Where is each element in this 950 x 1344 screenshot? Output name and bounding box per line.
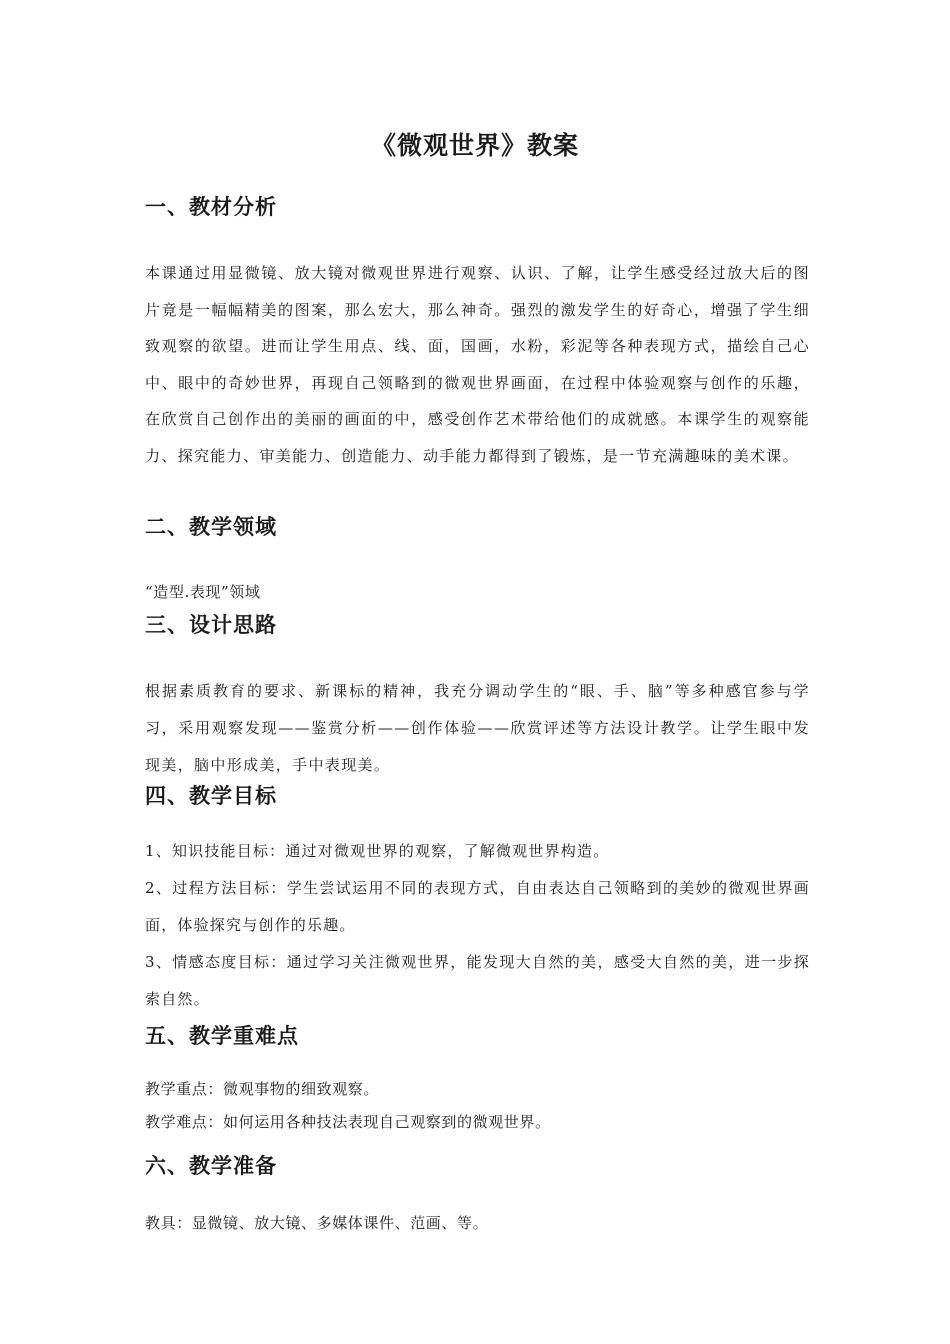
key-points-list	[145, 1073, 810, 1139]
section-key-difficult-points	[145, 1021, 810, 1139]
section-textbook-analysis	[145, 192, 810, 474]
section-teaching-preparation	[145, 1151, 810, 1242]
section-paragraph: 教具：显微镜、放大镜、多媒体课件、范画、等。	[145, 1214, 489, 1232]
goal-list	[145, 833, 810, 1018]
section-design-idea	[145, 610, 810, 784]
section-paragraph: “造型.表现”领域	[145, 583, 261, 601]
section-heading: 五、教学重难点	[145, 1024, 299, 1048]
goal-item: 1、知识技能目标：通过对微观世界的观察，了解微观世界构造。	[145, 842, 610, 860]
key-point-item: 教学重点：微观事物的细致观察。	[145, 1080, 380, 1098]
section-teaching-domain	[145, 512, 810, 611]
section-heading: 四、教学目标	[145, 784, 277, 808]
section-teaching-goals	[145, 781, 810, 1018]
section-paragraph: 本课通过用显微镜、放大镜对微观世界进行观察、认识、了解，让学生感受经过放大后的图片竟是一幅幅精美的图案，那么宏大，那么神奇。强烈的激发学生的好奇心，增强了学生细致观察的欲望。进而让学生用点、线、面，国画，水粉，彩泥等各种表现方式，描绘自己心中、眼中的奇妙世界，再现自己领略到的微观世界画面，在过程中体验观察与创作的乐趣，在欣赏自己创作出的美丽的画面的中，感受创作艺术带给他们的成就感。本课学生的观察能力、探究能力、审美能力、创造能力、动手能力都得到了锻炼，是一节充满趣味的美术课。	[145, 264, 810, 465]
difficult-point-item: 教学难点：如何运用各种技法表现自己观察到的微观世界。	[145, 1113, 551, 1131]
section-heading: 二、教学领域	[145, 515, 277, 539]
section-heading: 三、设计思路	[145, 613, 277, 637]
document-title: 《微观世界》教案	[370, 131, 579, 160]
goal-item: 3、情感态度目标：通过学习关注微观世界，能发现大自然的美，感受大自然的美，进一步探索自然。	[145, 953, 810, 1008]
section-paragraph: 根据素质教育的要求、新课标的精神，我充分调动学生的“眼、手、脑”等多种感官参与学习，采用观察发现——鉴赏分析——创作体验——欣赏评述等方法设计教学。让学生眼中发现美，脑中形成美，手中表现美。	[145, 682, 810, 774]
section-heading: 一、教材分析	[145, 195, 277, 219]
goal-item: 2、过程方法目标：学生尝试运用不同的表现方式，自由表达自己领略到的美妙的微观世界画面，体验探究与创作的乐趣。	[145, 879, 810, 934]
section-heading: 六、教学准备	[145, 1154, 277, 1178]
